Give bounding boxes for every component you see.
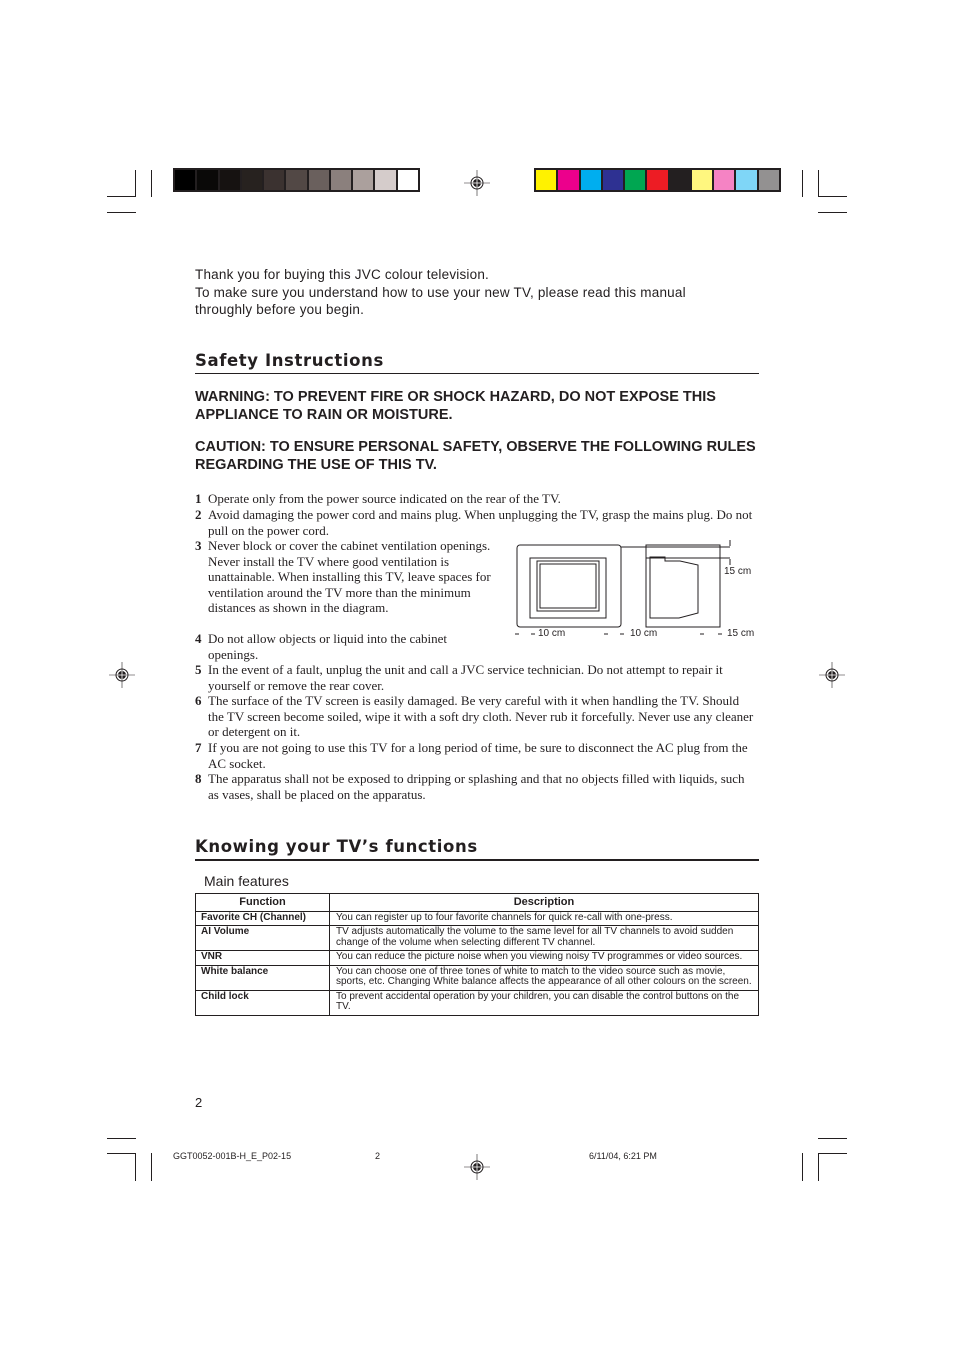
footer-file: GGT0052-001B-H_E_P02-15 bbox=[173, 1151, 292, 1161]
color-swatch bbox=[536, 170, 558, 190]
item-number: 1 bbox=[195, 491, 202, 506]
clearance-left-label: 10 cm bbox=[538, 628, 566, 639]
item-text: The surface of the TV screen is easily damaged. Be very careful with it when handling the TV. Should the TV screen become soiled, wipe it with a soft dry cloth. Never rub it forcefully. Never use any cleaner or detergent on it. bbox=[208, 693, 754, 739]
clearance-top-label: 15 cm bbox=[724, 566, 752, 577]
registration-mark-icon bbox=[819, 662, 845, 688]
item-text: The apparatus shall not be exposed to dripping or splashing and that no objects filled with liquids, such as vases, shall be placed on the apparatus. bbox=[208, 771, 745, 802]
item-number: 2 bbox=[195, 507, 202, 522]
crop-mark bbox=[818, 212, 847, 213]
safety-item bbox=[195, 631, 495, 662]
item-text: Never block or cover the cabinet ventilation openings. Never install the TV where good ventilation is unattainable. When installing this TV, leave spaces for ventilation around the TV more than the minimum distances as shown in the diagram. bbox=[208, 538, 491, 615]
divider bbox=[195, 859, 759, 861]
warning-text: WARNING: TO PREVENT FIRE OR SHOCK HAZARD, DO NOT EXPOSE THIS APPLIANCE TO RAIN OR MOISTURE. bbox=[195, 389, 716, 423]
table-row bbox=[196, 951, 759, 966]
color-swatch bbox=[375, 170, 397, 190]
page-number: 2 bbox=[195, 1095, 203, 1110]
function-name: VNR bbox=[196, 951, 330, 966]
crop-mark bbox=[107, 196, 136, 197]
function-description: You can choose one of three tones of white to match to the video source such as movie, sports, etc. Changing White balance affects the appearance of all other colours on the screen. bbox=[330, 965, 759, 990]
function-description: TV adjusts automatically the volume to the same level for all TV channels to avoid sudden change of the volume when selecting different TV channel. bbox=[330, 926, 759, 951]
color-swatch bbox=[353, 170, 375, 190]
crop-mark bbox=[818, 170, 819, 197]
color-swatch bbox=[398, 170, 418, 190]
color-swatch bbox=[581, 170, 603, 190]
item-number: 4 bbox=[195, 631, 202, 646]
color-swatch bbox=[558, 170, 580, 190]
color-swatch bbox=[647, 170, 669, 190]
intro-line: To make sure you understand how to use your new TV, please read this manual throughly before you begin. bbox=[195, 284, 686, 317]
safety-item bbox=[195, 507, 755, 538]
color-swatch bbox=[175, 170, 197, 190]
color-swatch bbox=[264, 170, 286, 190]
registration-mark-icon bbox=[464, 170, 490, 196]
safety-item bbox=[195, 491, 755, 507]
color-swatch bbox=[670, 170, 692, 190]
crop-mark bbox=[818, 196, 847, 197]
divider bbox=[195, 373, 759, 374]
function-description: To prevent accidental operation by your children, you can disable the control buttons on the TV. bbox=[330, 990, 759, 1015]
safety-item bbox=[195, 693, 755, 740]
color-swatch bbox=[692, 170, 714, 190]
function-name: AI Volume bbox=[196, 926, 330, 951]
color-swatch bbox=[625, 170, 647, 190]
crop-mark bbox=[107, 212, 136, 213]
function-name: Favorite CH (Channel) bbox=[196, 911, 330, 926]
functions-heading: Knowing your TV’s functions bbox=[195, 837, 478, 856]
color-swatch bbox=[242, 170, 264, 190]
table-row bbox=[196, 911, 759, 926]
item-text: If you are not going to use this TV for a long period of time, be sure to disconnect the AC plug from the AC socket. bbox=[208, 740, 748, 771]
crop-mark bbox=[151, 1153, 152, 1181]
color-swatch bbox=[714, 170, 736, 190]
function-description: You can register up to four favorite channels for quick re-call with one-press. bbox=[330, 911, 759, 926]
registration-mark-icon bbox=[109, 662, 135, 688]
column-header: Function bbox=[196, 894, 330, 912]
item-number: 8 bbox=[195, 771, 202, 786]
color-swatch bbox=[331, 170, 353, 190]
table-row bbox=[196, 990, 759, 1015]
crop-mark bbox=[802, 1153, 803, 1181]
item-text: Do not allow objects or liquid into the cabinet openings. bbox=[208, 631, 448, 662]
column-header: Description bbox=[330, 894, 759, 912]
color-swatch bbox=[220, 170, 242, 190]
crop-mark bbox=[107, 1153, 136, 1154]
item-number: 6 bbox=[195, 693, 202, 708]
safety-heading: Safety Instructions bbox=[195, 351, 384, 370]
features-table bbox=[195, 893, 759, 1016]
table-row bbox=[196, 926, 759, 951]
intro-line: Thank you for buying this JVC colour television. bbox=[195, 267, 489, 282]
intro-text bbox=[195, 266, 740, 319]
caution-text: CAUTION: TO ENSURE PERSONAL SAFETY, OBSERVE THE FOLLOWING RULES REGARDING THE USE OF THIS TV. bbox=[195, 439, 756, 473]
color-swatch bbox=[759, 170, 779, 190]
clearance-right-label: 15 cm bbox=[727, 628, 755, 639]
color-swatch bbox=[603, 170, 625, 190]
footer-page: 2 bbox=[375, 1151, 381, 1161]
process-color-bar bbox=[534, 168, 781, 192]
crop-mark bbox=[818, 1138, 847, 1139]
crop-mark bbox=[135, 170, 136, 197]
crop-mark bbox=[107, 1138, 136, 1139]
crop-mark bbox=[818, 1153, 847, 1154]
item-number: 5 bbox=[195, 662, 202, 677]
function-name: Child lock bbox=[196, 990, 330, 1015]
crop-mark bbox=[151, 170, 152, 197]
crop-mark bbox=[818, 1153, 819, 1181]
grayscale-color-bar bbox=[173, 168, 420, 192]
footer-date: 6/11/04, 6:21 PM bbox=[589, 1151, 657, 1161]
color-swatch bbox=[286, 170, 308, 190]
color-swatch bbox=[309, 170, 331, 190]
safety-item bbox=[195, 538, 495, 616]
item-text: Operate only from the power source indicated on the rear of the TV. bbox=[208, 491, 561, 506]
safety-item bbox=[195, 771, 755, 802]
function-name: White balance bbox=[196, 965, 330, 990]
item-number: 7 bbox=[195, 740, 202, 755]
crop-mark bbox=[135, 1153, 136, 1181]
clearance-middle-label: 10 cm bbox=[630, 628, 658, 639]
safety-item bbox=[195, 740, 755, 771]
registration-mark-icon bbox=[464, 1154, 490, 1180]
item-text: Avoid damaging the power cord and mains plug. When unplugging the TV, grasp the mains plug. Do not pull on the power cord. bbox=[208, 507, 753, 538]
item-text: In the event of a fault, unplug the unit and call a JVC service technician. Do not attempt to repair it yourself or remove the rear cover. bbox=[208, 662, 723, 693]
table-row bbox=[196, 965, 759, 990]
safety-item bbox=[195, 662, 755, 693]
color-swatch bbox=[736, 170, 758, 190]
color-swatch bbox=[197, 170, 219, 190]
main-features-subtitle: Main features bbox=[204, 873, 289, 889]
function-description: You can reduce the picture noise when you viewing noisy TV programmes or video sources. bbox=[330, 951, 759, 966]
item-number: 3 bbox=[195, 538, 202, 553]
crop-mark bbox=[802, 170, 803, 197]
